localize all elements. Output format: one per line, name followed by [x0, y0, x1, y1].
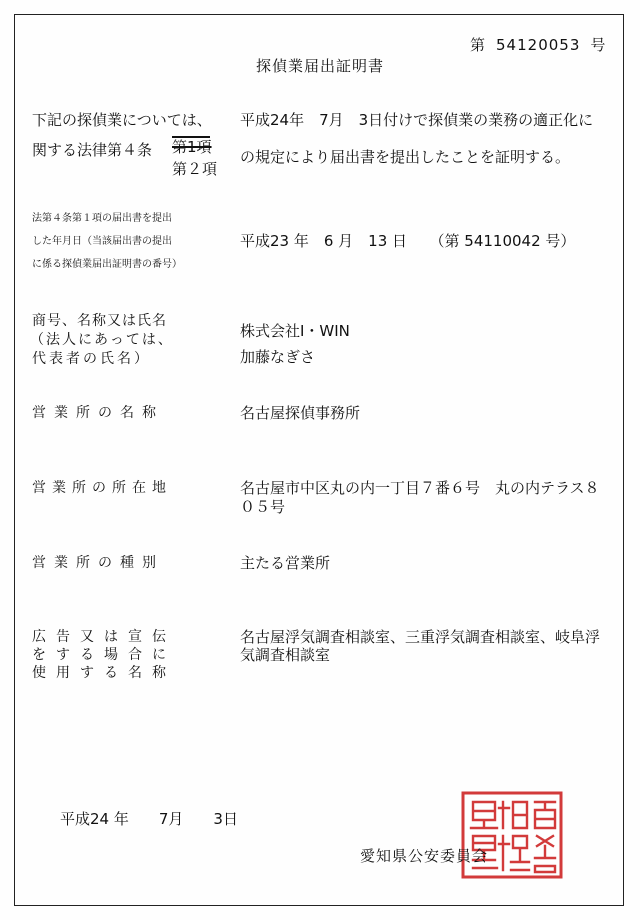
name-label-1: 商号、名称又は氏名 [32, 313, 167, 329]
intro-line2-left: 関する法律第４条 [32, 141, 153, 159]
prior-filing-value: 平成23 年 6 月 13 日 （第 54110042 号） [240, 232, 576, 250]
issue-date: 平成24 年 7月 3日 [60, 810, 238, 828]
cert-no-prefix: 第 [470, 36, 487, 54]
office-type-value: 主たる営業所 [240, 554, 331, 572]
prior-filing-label-3: に係る探偵業届出証明書の番号） [32, 259, 182, 270]
intro-line1-left: 下記の探偵業については、 [32, 111, 212, 129]
office-name-value: 名古屋探偵事務所 [240, 404, 361, 422]
advertising-label-2: をする場合に [32, 647, 176, 663]
name-label-2: （法人にあっては、 [30, 332, 174, 348]
representative-name: 加藤なぎさ [240, 348, 316, 366]
office-address-line1: 名古屋市中区丸の内一丁目７番６号 丸の内テラス８ [240, 479, 600, 497]
certificate-number [470, 34, 606, 55]
clause-struck: 第1項 [172, 138, 212, 156]
clause-active: 第２項 [172, 160, 218, 178]
office-address-label: 営業所の所在地 [32, 480, 172, 496]
cert-no-suffix: 号 [590, 36, 607, 54]
intro-line1-right: 平成24年 7月 3日付けで探偵業の業務の適正化に [240, 111, 594, 129]
advertising-line1: 名古屋浮気調査相談室、三重浮気調査相談室、岐阜浮 [240, 628, 601, 646]
name-label-3: 代表者の氏名） [32, 351, 151, 367]
issuer-name: 愛知県公安委員会 [360, 847, 489, 865]
advertising-label-3: 使用する名称 [32, 665, 176, 681]
advertising-line2: 気調査相談室 [240, 646, 331, 664]
intro-line2-right: の規定により届出書を提出したことを証明する。 [240, 148, 571, 166]
company-name: 株式会社I・WIN [240, 322, 350, 340]
official-seal-icon [459, 790, 565, 880]
office-address-line2: ０５号 [240, 498, 286, 516]
prior-filing-label-2: した年月日（当該届出書の提出 [32, 236, 172, 247]
office-type-label: 営業所の種別 [32, 555, 164, 571]
advertising-label-1: 広告又は宣伝 [32, 629, 176, 645]
document-title: 探偵業届出証明書 [255, 57, 384, 75]
office-name-label: 営業所の名称 [32, 405, 164, 421]
cert-no-value: 54120053 [496, 36, 581, 54]
prior-filing-label-1: 法第４条第１項の届出書を提出 [32, 213, 172, 224]
